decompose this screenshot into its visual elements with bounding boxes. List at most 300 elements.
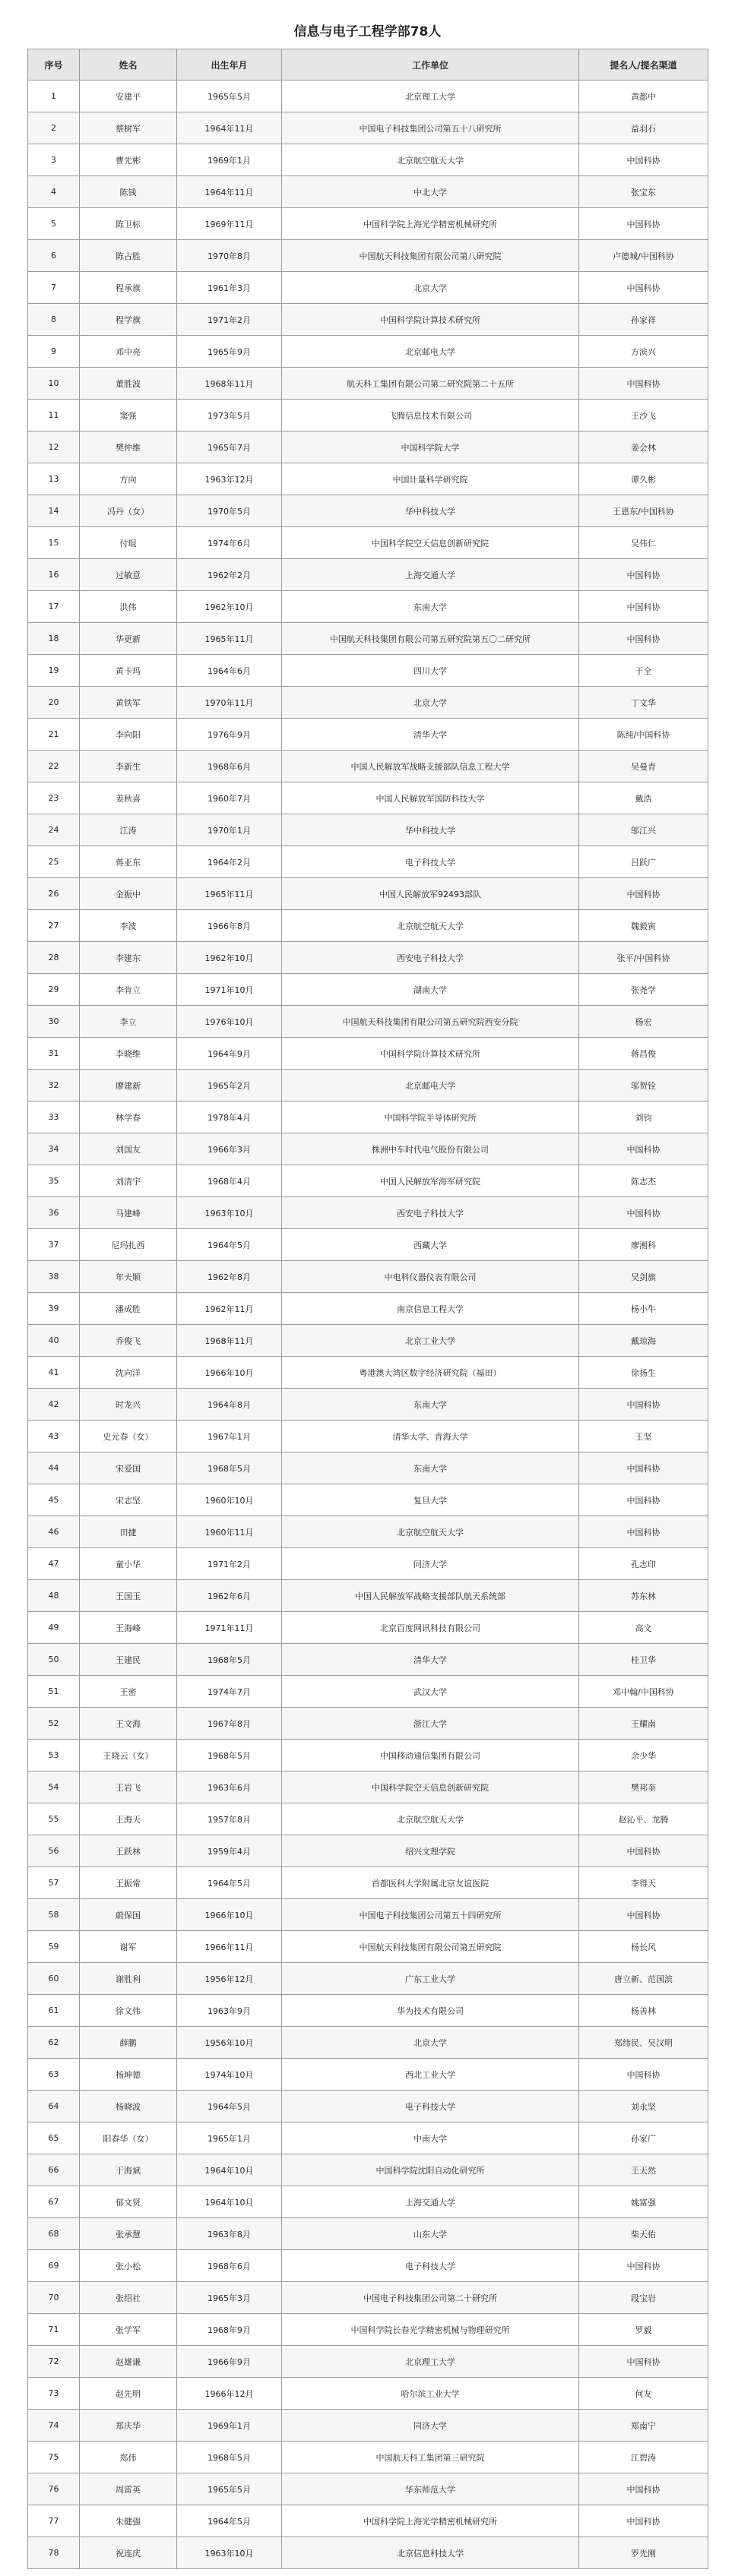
row-name: 李新生: [80, 751, 177, 782]
row-index: 75: [28, 2442, 80, 2473]
row-birth: 1968年6月: [177, 751, 282, 782]
row-index: 58: [28, 1899, 80, 1931]
row-workplace: 湖南大学: [282, 974, 579, 1006]
row-birth: 1959年4月: [177, 1835, 282, 1867]
table-row: [28, 527, 708, 559]
row-workplace: 山东大学: [282, 2218, 579, 2250]
row-name: 王密: [80, 1676, 177, 1708]
row-nominator: 李得天: [579, 1867, 708, 1899]
row-name: 谢胜利: [80, 1963, 177, 1995]
row-birth: 1963年8月: [177, 2218, 282, 2250]
row-nominator: 樊邦奎: [579, 1772, 708, 1803]
table-row: [28, 878, 708, 910]
table-row: [28, 336, 708, 368]
row-name: 窦强: [80, 400, 177, 431]
row-name: 潘成胜: [80, 1293, 177, 1325]
table-row: [28, 1006, 708, 1038]
table-row: [28, 2154, 708, 2186]
row-workplace: 中国电子科技集团公司第五十八研究所: [282, 112, 579, 144]
table-row: [28, 400, 708, 431]
table-row: [28, 1133, 708, 1165]
table-row: [28, 782, 708, 814]
table-row: [28, 1740, 708, 1772]
header-index: 序号: [28, 49, 80, 81]
table-row: [28, 1421, 708, 1452]
table-row: [28, 304, 708, 336]
row-nominator: 吴曼青: [579, 751, 708, 782]
table-row: [28, 2473, 708, 2505]
row-workplace: 北京信息科技大学: [282, 2537, 579, 2569]
row-nominator: 中国科协: [579, 1197, 708, 1229]
row-index: 25: [28, 846, 80, 878]
row-index: 21: [28, 719, 80, 751]
row-name: 童小华: [80, 1548, 177, 1580]
row-workplace: 粤港澳大湾区数字经济研究院（福田）: [282, 1357, 579, 1389]
row-index: 34: [28, 1133, 80, 1165]
row-index: 26: [28, 878, 80, 910]
row-birth: 1962年11月: [177, 1293, 282, 1325]
row-nominator: 江碧涛: [579, 2442, 708, 2473]
row-birth: 1960年7月: [177, 782, 282, 814]
row-index: 55: [28, 1803, 80, 1835]
row-name: 宋志坚: [80, 1484, 177, 1516]
row-nominator: 何友: [579, 2378, 708, 2410]
table-row: [28, 2537, 708, 2569]
row-birth: 1962年10月: [177, 942, 282, 974]
row-birth: 1965年9月: [177, 336, 282, 368]
row-workplace: 北京邮电大学: [282, 1070, 579, 1102]
row-name: 王岩飞: [80, 1772, 177, 1803]
table-row: [28, 1261, 708, 1293]
row-workplace: 中国人民解放军92493部队: [282, 878, 579, 910]
table-row: [28, 463, 708, 495]
table-row: [28, 1995, 708, 2027]
row-workplace: 中国人民解放军战略支援部队信息工程大学: [282, 751, 579, 782]
row-index: 77: [28, 2505, 80, 2537]
table-row: [28, 1580, 708, 1612]
row-nominator: 吴剑旗: [579, 1261, 708, 1293]
row-index: 17: [28, 591, 80, 623]
row-nominator: 中国科协: [579, 559, 708, 591]
row-index: 18: [28, 623, 80, 655]
row-name: 李立: [80, 1006, 177, 1038]
row-name: 李波: [80, 910, 177, 942]
row-workplace: 中国航天科技集团有限公司第五研究院: [282, 1931, 579, 1963]
row-name: 王晓云（女）: [80, 1740, 177, 1772]
row-workplace: 武汉大学: [282, 1676, 579, 1708]
row-name: 祝连庆: [80, 2537, 177, 2569]
row-nominator: 中国科协: [579, 272, 708, 304]
table-row: [28, 974, 708, 1006]
row-name: 过敏意: [80, 559, 177, 591]
table-row: [28, 2122, 708, 2154]
row-index: 6: [28, 240, 80, 272]
row-nominator: 中国科协: [579, 2250, 708, 2282]
row-index: 30: [28, 1006, 80, 1038]
row-birth: 1964年5月: [177, 2505, 282, 2537]
table-row: [28, 1197, 708, 1229]
row-nominator: 于全: [579, 655, 708, 687]
row-workplace: 中国科学院计算技术研究所: [282, 1038, 579, 1070]
row-birth: 1978年4月: [177, 1102, 282, 1133]
table-row: [28, 81, 708, 112]
row-birth: 1969年1月: [177, 144, 282, 176]
row-index: 1: [28, 81, 80, 112]
table-row: [28, 2218, 708, 2250]
row-index: 3: [28, 144, 80, 176]
row-index: 44: [28, 1452, 80, 1484]
row-birth: 1969年11月: [177, 208, 282, 240]
row-nominator: 陈志杰: [579, 1165, 708, 1197]
row-index: 56: [28, 1835, 80, 1867]
row-name: 乔俊飞: [80, 1325, 177, 1357]
row-index: 73: [28, 2378, 80, 2410]
row-name: 宋爱国: [80, 1452, 177, 1484]
row-birth: 1966年11月: [177, 1931, 282, 1963]
row-birth: 1976年10月: [177, 1006, 282, 1038]
row-index: 22: [28, 751, 80, 782]
row-index: 70: [28, 2282, 80, 2314]
table-row: [28, 719, 708, 751]
row-birth: 1974年10月: [177, 2059, 282, 2091]
row-birth: 1965年5月: [177, 2473, 282, 2505]
row-nominator: 吕跃广: [579, 846, 708, 878]
row-name: 董胜波: [80, 368, 177, 400]
row-name: 李向阳: [80, 719, 177, 751]
table-row: [28, 1676, 708, 1708]
row-workplace: 南京信息工程大学: [282, 1293, 579, 1325]
row-nominator: 张平/中国科协: [579, 942, 708, 974]
row-nominator: 张尧学: [579, 974, 708, 1006]
row-nominator: 郑南宁: [579, 2410, 708, 2442]
row-index: 9: [28, 336, 80, 368]
row-nominator: 廖湘科: [579, 1229, 708, 1261]
row-name: 尼玛扎西: [80, 1229, 177, 1261]
row-workplace: 中国科学院长春光学精密机械与物理研究所: [282, 2314, 579, 2346]
row-index: 24: [28, 814, 80, 846]
row-name: 薛鹏: [80, 2027, 177, 2059]
header-name: 姓名: [80, 49, 177, 81]
table-row: [28, 623, 708, 655]
row-index: 23: [28, 782, 80, 814]
row-index: 66: [28, 2154, 80, 2186]
header-nominator: 提名人/提名渠道: [579, 49, 708, 81]
row-nominator: 桂卫华: [579, 1644, 708, 1676]
row-workplace: 西安电子科技大学: [282, 1197, 579, 1229]
row-birth: 1962年6月: [177, 1580, 282, 1612]
row-nominator: 罗先刚: [579, 2537, 708, 2569]
row-index: 40: [28, 1325, 80, 1357]
row-name: 王海峰: [80, 1612, 177, 1644]
row-workplace: 中国航天科技集团有限公司第八研究院: [282, 240, 579, 272]
row-nominator: 中国科协: [579, 1484, 708, 1516]
row-name: 赵先明: [80, 2378, 177, 2410]
table-row: [28, 2027, 708, 2059]
table-row: [28, 1708, 708, 1740]
row-name: 张学军: [80, 2314, 177, 2346]
row-nominator: 邬贺铨: [579, 1070, 708, 1102]
row-name: 黄卡玛: [80, 655, 177, 687]
row-nominator: 王恩东/中国科协: [579, 495, 708, 527]
row-index: 64: [28, 2091, 80, 2122]
row-nominator: 杨宏: [579, 1006, 708, 1038]
row-workplace: 中国科学院上海光学精密机械研究所: [282, 208, 579, 240]
row-birth: 1965年3月: [177, 2282, 282, 2314]
row-name: 朱健强: [80, 2505, 177, 2537]
table-row: [28, 144, 708, 176]
row-name: 安建平: [80, 81, 177, 112]
row-index: 41: [28, 1357, 80, 1389]
row-index: 47: [28, 1548, 80, 1580]
row-index: 38: [28, 1261, 80, 1293]
row-nominator: 杨善林: [579, 1995, 708, 2027]
row-nominator: 张宝东: [579, 176, 708, 208]
row-workplace: 电子科技大学: [282, 2091, 579, 2122]
row-name: 田捷: [80, 1516, 177, 1548]
table-row: [28, 431, 708, 463]
row-workplace: 中国人民解放军国防科技大学: [282, 782, 579, 814]
row-birth: 1967年1月: [177, 1421, 282, 1452]
row-index: 12: [28, 431, 80, 463]
row-nominator: 丁文华: [579, 687, 708, 719]
row-workplace: 中国移动通信集团有限公司: [282, 1740, 579, 1772]
row-workplace: 东南大学: [282, 1389, 579, 1421]
row-index: 43: [28, 1421, 80, 1452]
table-row: [28, 1612, 708, 1644]
row-birth: 1971年10月: [177, 974, 282, 1006]
row-name: 陈占胜: [80, 240, 177, 272]
row-workplace: 华东师范大学: [282, 2473, 579, 2505]
row-birth: 1974年7月: [177, 1676, 282, 1708]
row-birth: 1967年8月: [177, 1708, 282, 1740]
row-nominator: 郑纬民、吴汉明: [579, 2027, 708, 2059]
table-row: [28, 2282, 708, 2314]
row-birth: 1971年2月: [177, 1548, 282, 1580]
table-row: [28, 1835, 708, 1867]
row-birth: 1968年4月: [177, 1165, 282, 1197]
row-index: 45: [28, 1484, 80, 1516]
row-workplace: 北京百度网讯科技有限公司: [282, 1612, 579, 1644]
row-name: 樊仲维: [80, 431, 177, 463]
row-index: 53: [28, 1740, 80, 1772]
row-workplace: 复旦大学: [282, 1484, 579, 1516]
row-index: 5: [28, 208, 80, 240]
row-nominator: 苏东林: [579, 1580, 708, 1612]
row-name: 林学春: [80, 1102, 177, 1133]
table-row: [28, 910, 708, 942]
row-birth: 1964年11月: [177, 176, 282, 208]
row-name: 陈卫标: [80, 208, 177, 240]
row-index: 31: [28, 1038, 80, 1070]
row-index: 59: [28, 1931, 80, 1963]
table-row: [28, 2091, 708, 2122]
row-nominator: 王天然: [579, 2154, 708, 2186]
row-birth: 1964年9月: [177, 1038, 282, 1070]
row-index: 32: [28, 1070, 80, 1102]
row-name: 赵雄谦: [80, 2346, 177, 2378]
row-index: 2: [28, 112, 80, 144]
row-birth: 1966年10月: [177, 1899, 282, 1931]
row-workplace: 中国人民解放军海军研究院: [282, 1165, 579, 1197]
row-name: 李建东: [80, 942, 177, 974]
row-name: 于海斌: [80, 2154, 177, 2186]
row-name: 年夫顺: [80, 1261, 177, 1293]
table-row: [28, 2186, 708, 2218]
row-name: 时龙兴: [80, 1389, 177, 1421]
row-nominator: 中国科协: [579, 368, 708, 400]
row-nominator: 中国科协: [579, 1389, 708, 1421]
row-birth: 1964年8月: [177, 1389, 282, 1421]
row-birth: 1964年5月: [177, 2091, 282, 2122]
row-nominator: 孔志印: [579, 1548, 708, 1580]
row-nominator: 吴伟仁: [579, 527, 708, 559]
table-row: [28, 1867, 708, 1899]
row-birth: 1965年11月: [177, 878, 282, 910]
table-row: [28, 942, 708, 974]
row-name: 蒋亚东: [80, 846, 177, 878]
table-row: [28, 1038, 708, 1070]
table-row: [28, 1644, 708, 1676]
row-name: 郑伟: [80, 2442, 177, 2473]
row-index: 68: [28, 2218, 80, 2250]
row-name: 洪伟: [80, 591, 177, 623]
row-workplace: 中国航天科技集团有限公司第五研究院第五〇二研究所: [282, 623, 579, 655]
row-index: 15: [28, 527, 80, 559]
row-index: 69: [28, 2250, 80, 2282]
row-index: 48: [28, 1580, 80, 1612]
table-row: [28, 2378, 708, 2410]
row-workplace: 同济大学: [282, 2410, 579, 2442]
row-nominator: 中国科协: [579, 1899, 708, 1931]
row-nominator: 戴浩: [579, 782, 708, 814]
row-birth: 1956年12月: [177, 1963, 282, 1995]
row-workplace: 航天科工集团有限公司第二研究院第二十五所: [282, 368, 579, 400]
row-index: 14: [28, 495, 80, 527]
table-row: [28, 2505, 708, 2537]
row-workplace: 华中科技大学: [282, 495, 579, 527]
table-row: [28, 1772, 708, 1803]
row-name: 谢军: [80, 1931, 177, 1963]
table-row: [28, 1803, 708, 1835]
row-index: 65: [28, 2122, 80, 2154]
row-index: 60: [28, 1963, 80, 1995]
row-birth: 1973年5月: [177, 400, 282, 431]
row-name: 王跃林: [80, 1835, 177, 1867]
row-workplace: 首都医科大学附属北京友谊医院: [282, 1867, 579, 1899]
row-workplace: 北京邮电大学: [282, 336, 579, 368]
row-birth: 1962年8月: [177, 1261, 282, 1293]
row-birth: 1966年9月: [177, 2346, 282, 2378]
row-workplace: 绍兴文理学院: [282, 1835, 579, 1867]
table-row: [28, 1931, 708, 1963]
row-name: 程学旗: [80, 304, 177, 336]
row-nominator: 唐立新、范国滨: [579, 1963, 708, 1995]
table-row: [28, 1899, 708, 1931]
row-workplace: 上海交通大学: [282, 559, 579, 591]
row-name: 徐文伟: [80, 1995, 177, 2027]
row-workplace: 西藏大学: [282, 1229, 579, 1261]
candidates-table: [27, 49, 708, 2569]
row-index: 61: [28, 1995, 80, 2027]
row-birth: 1974年6月: [177, 527, 282, 559]
row-nominator: 戴琼海: [579, 1325, 708, 1357]
row-birth: 1976年9月: [177, 719, 282, 751]
table-row: [28, 2410, 708, 2442]
row-name: 杨晓波: [80, 2091, 177, 2122]
row-workplace: 同济大学: [282, 1548, 579, 1580]
row-workplace: 清华大学: [282, 1644, 579, 1676]
row-workplace: 飞腾信息技术有限公司: [282, 400, 579, 431]
row-name: 马建峰: [80, 1197, 177, 1229]
row-workplace: 北京航空航天大学: [282, 144, 579, 176]
row-birth: 1962年10月: [177, 591, 282, 623]
row-birth: 1969年1月: [177, 2410, 282, 2442]
row-index: 57: [28, 1867, 80, 1899]
row-birth: 1965年5月: [177, 81, 282, 112]
table-row: [28, 2059, 708, 2091]
row-index: 63: [28, 2059, 80, 2091]
row-index: 35: [28, 1165, 80, 1197]
row-birth: 1968年11月: [177, 368, 282, 400]
row-birth: 1968年6月: [177, 2250, 282, 2282]
row-birth: 1970年8月: [177, 240, 282, 272]
table-row: [28, 1229, 708, 1261]
row-index: 27: [28, 910, 80, 942]
row-birth: 1968年5月: [177, 2442, 282, 2473]
header-workplace: 工作单位: [282, 49, 579, 81]
table-row: [28, 655, 708, 687]
row-birth: 1971年2月: [177, 304, 282, 336]
row-nominator: 中国科协: [579, 2473, 708, 2505]
row-name: 江涛: [80, 814, 177, 846]
row-name: 蔚保国: [80, 1899, 177, 1931]
row-nominator: 蒋昌俊: [579, 1038, 708, 1070]
row-birth: 1964年2月: [177, 846, 282, 878]
table-row: [28, 1102, 708, 1133]
row-birth: 1968年11月: [177, 1325, 282, 1357]
row-workplace: 株洲中车时代电气股份有限公司: [282, 1133, 579, 1165]
row-name: 郁文贤: [80, 2186, 177, 2218]
row-name: 王海天: [80, 1803, 177, 1835]
row-name: 华更新: [80, 623, 177, 655]
row-birth: 1957年8月: [177, 1803, 282, 1835]
table-row: [28, 846, 708, 878]
row-name: 阳春华（女）: [80, 2122, 177, 2154]
row-workplace: 浙江大学: [282, 1708, 579, 1740]
row-name: 张绍社: [80, 2282, 177, 2314]
row-birth: 1966年8月: [177, 910, 282, 942]
row-index: 74: [28, 2410, 80, 2442]
row-name: 李肯立: [80, 974, 177, 1006]
table-row: [28, 814, 708, 846]
row-index: 16: [28, 559, 80, 591]
row-index: 37: [28, 1229, 80, 1261]
row-index: 52: [28, 1708, 80, 1740]
row-birth: 1963年10月: [177, 1197, 282, 1229]
row-index: 33: [28, 1102, 80, 1133]
row-nominator: 中国科协: [579, 1133, 708, 1165]
row-workplace: 西安电子科技大学: [282, 942, 579, 974]
row-index: 29: [28, 974, 80, 1006]
row-name: 王国玉: [80, 1580, 177, 1612]
row-nominator: 赵沁平、龙腾: [579, 1803, 708, 1835]
row-birth: 1956年10月: [177, 2027, 282, 2059]
row-birth: 1968年5月: [177, 1740, 282, 1772]
table-row: [28, 1070, 708, 1102]
row-index: 11: [28, 400, 80, 431]
row-name: 郑庆华: [80, 2410, 177, 2442]
row-nominator: 王沙飞: [579, 400, 708, 431]
